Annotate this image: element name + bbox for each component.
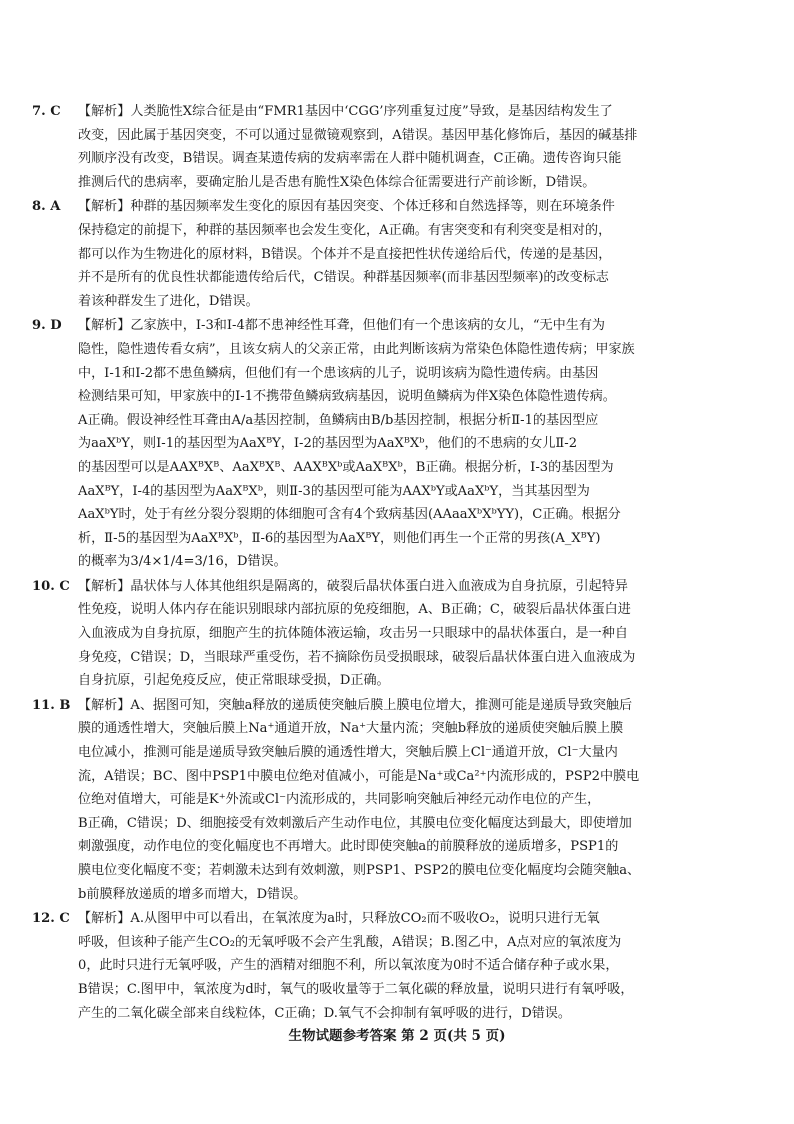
explanation-line: 位绝对值增大，可能是K⁺外流或Cl⁻内流形成的，共同影响突触后神经元动作电位的产生， [78, 792, 601, 808]
answer-number: 11. B [32, 697, 71, 713]
explanation-line: 为aaXᵇY，则Ⅰ-1的基因型为AaXᴮY，Ⅰ-2的基因型为AaXᴮXᵇ，他们的不患病的女儿Ⅱ-2 [78, 436, 578, 452]
page-footer: 生物试题参考答案 第 2 页(共 5 页) [288, 1028, 506, 1044]
explanation-line: 膜电位变化幅度不变；若刺激未达到有效刺激，则PSP1、PSP2的膜电位变化幅度均会随突触a、 [78, 863, 641, 878]
explanation-line: 入血液成为自身抗原，细胞产生的抗体随体液运输，攻击另一只眼球中的晶状体蛋白，是一种自 [78, 626, 628, 642]
explanation-line: AaXᴮY，Ⅰ-4的基因型为AaXᴮXᵇ，则Ⅱ-3的基因型可能为AAXᵇY或AaXᵇY，当其基因型为 [78, 483, 590, 499]
explanation-line: 着该种群发生了进化，D错误。 [78, 293, 259, 309]
explanation-line: 【解析】A、据图可知，突触a释放的递质使突触后膜上膜电位增大，推测可能是递质导致突触后 [78, 697, 633, 713]
explanation-line: 的基因型可以是AAXᴮXᴮ、AaXᴮXᴮ、AAXᴮXᵇ或AaXᴮXᵇ，B正确。根据分析，Ⅰ-3的基因型为 [78, 459, 614, 475]
answer-explanation [78, 575, 762, 693]
explanation-line: A正确。假设神经性耳聋由A/a基因控制，鱼鳞病由B/b基因控制，根据分析Ⅱ-1的基因型应 [78, 412, 599, 428]
explanation-line: 【解析】晶状体与人体其他组织是隔离的，破裂后晶状体蛋白进入血液成为自身抗原，引起特异 [78, 578, 628, 594]
explanation-line: 中，Ⅰ-1和Ⅰ-2都不患鱼鳞病，但他们有一个患该病的儿子，说明该病为隐性遗传病。由基因 [78, 365, 599, 381]
answer-explanation [78, 100, 762, 194]
explanation-line: 刺激强度，动作电位的变化幅度也不再增大。此时即使突触a的前膜释放的递质增多，PSP1的 [78, 839, 619, 855]
explanation-line: 0，此时只进行无氧呼吸，产生的酒精对细胞不利，所以氧浓度为0时不适合储存种子或水果， [78, 958, 619, 974]
explanation-line: AaXᵇY时，处于有丝分裂分裂期的体细胞可含有4个致病基因(AAaaXᵇXᵇYY)，C正确。根据分 [78, 507, 621, 523]
explanation-line: 并不是所有的优良性状都能遗传给后代，C错误。种群基因频率(而非基因型频率)的改变标志 [78, 270, 609, 286]
explanation-line: 列顺序没有改变，B错误。调查某遗传病的发病率需在人群中随机调查，C正确。遗传咨询只能 [78, 151, 622, 167]
explanation-line: 析，Ⅱ-5的基因型为AaXᴮXᵇ，Ⅱ-6的基因型为AaXᴮY，则他们再生一个正常的男孩(A_XᴮY) [78, 530, 601, 546]
explanation-line: 【解析】乙家族中，Ⅰ-3和Ⅰ-4都不患神经性耳聋，但他们有一个患该病的女儿，“无中生有为 [78, 318, 606, 334]
explanation-line: 自身抗原，引起免疫反应，使正常眼球受损，D正确。 [78, 673, 390, 689]
explanation-line: 呼吸，但该种子能产生CO₂的无氧呼吸不会产生乳酸，A错误；B.图乙中，A点对应的氧浓度为 [78, 934, 622, 950]
explanation-line: 的概率为3/4×1/4=3/16，D错误。 [78, 554, 287, 570]
explanation-line: 都可以作为生物进化的原材料，B错误。个体并不是直接把性状传递给后代，传递的是基因， [78, 246, 612, 262]
answer-explanation [78, 694, 762, 906]
explanation-line: 保持稳定的前提下，种群的基因频率也会发生变化，A正确。有害突变和有利突变是相对的， [78, 222, 612, 238]
explanation-line: 膜的通透性增大，突触后膜上Na⁺通道开放，Na⁺大量内流；突触b释放的递质使突触后膜上膜 [78, 721, 624, 737]
explanation-line: 性免疫，说明人体内存在能识别眼球内部抗原的免疫细胞，A、B正确；C，破裂后晶状体蛋白进 [78, 602, 631, 618]
explanation-line: 隐性，隐性遗传看女病”，且该女病人的父亲正常，由此判断该病为常染色体隐性遗传病；甲家族 [78, 341, 635, 357]
explanation-line: 推测后代的患病率，要确定胎儿是否患有脆性X染色体综合征需要进行产前诊断，D错误。 [78, 174, 596, 190]
answer-number: 10. C [32, 578, 70, 594]
explanation-line: 【解析】人类脆性X综合征是由“FMR1基因中‘CGG’序列重复过度”导致，是基因结构发生了 [78, 104, 613, 119]
explanation-line: 身免疫，C错误；D，当眼球严重受伤，若不摘除伤员受损眼球，破裂后晶状体蛋白进入血液成为 [78, 649, 636, 665]
answer-item [32, 575, 762, 693]
answer-number: 12. C [32, 911, 70, 927]
explanation-line: 检测结果可知，甲家族中的Ⅰ-1不携带鱼鳞病致病基因，说明鱼鳞病为伴X染色体隐性遗传病。 [78, 389, 616, 405]
answer-item [32, 694, 762, 906]
answer-list [32, 100, 762, 1026]
explanation-line: 【解析】种群的基因频率发生变化的原因有基因突变、个体迁移和自然选择等，则在环境条件 [78, 199, 615, 215]
explanation-line: 产生的二氧化碳全部来自线粒体，C正确；D.氧气不会抑制有氧呼吸的进行，D错误。 [78, 1005, 571, 1021]
answer-explanation [78, 195, 762, 313]
answer-item [32, 195, 762, 313]
explanation-line: B错误；C.图甲中，氧浓度为d时，氧气的吸收量等于二氧化碳的释放量，说明只进行有氧呼吸， [78, 981, 634, 997]
answer-explanation [78, 314, 762, 574]
answer-number: 8. A [32, 199, 61, 215]
answer-explanation [78, 907, 762, 1025]
explanation-line: b前膜释放递质的增多而增大，D错误。 [78, 886, 307, 902]
answer-item [32, 100, 762, 194]
explanation-line: B正确，C错误；D、细胞接受有效刺激后产生动作电位，其膜电位变化幅度达到最大，即使增加 [78, 815, 632, 831]
explanation-line: 流，A错误；BC、图中PSP1中膜电位绝对值减小，可能是Na⁺或Ca²⁺内流形成的，PSP2中膜电 [78, 768, 640, 784]
answer-item [32, 907, 762, 1025]
explanation-line: 【解析】A.从图甲中可以看出，在氧浓度为a时，只释放CO₂而不吸收O₂，说明只进行无氧 [78, 911, 600, 927]
answer-number: 9. D [32, 318, 62, 334]
explanation-line: 电位减小，推测可能是递质导致突触后膜的通透性增大，突触后膜上Cl⁻通道开放，Cl⁻大量内 [78, 745, 618, 761]
explanation-line: 改变，因此属于基因突变，不可以通过显微镜观察到，A错误。基因甲基化修饰后，基因的碱基排 [78, 127, 638, 143]
answer-number: 7. C [32, 104, 61, 119]
answer-item [32, 314, 762, 574]
